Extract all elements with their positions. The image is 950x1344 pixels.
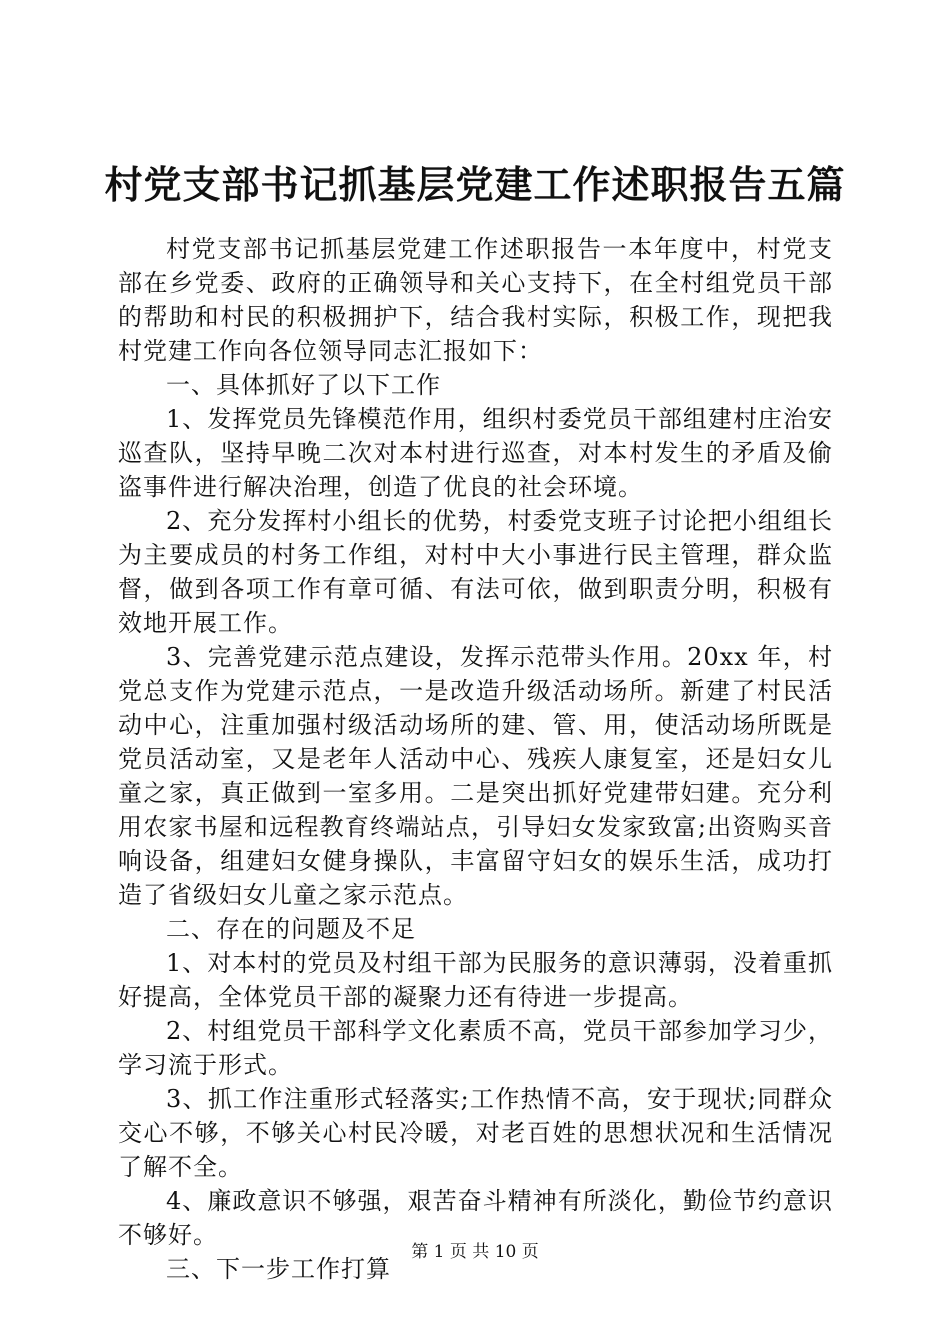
section-heading-1: 一、具体抓好了以下工作 (166, 371, 441, 399)
problem-item-1: 1、对本村的党员及村组干部为民服务的意识薄弱，没着重抓好提高，全体党员干部的凝聚力还有待进一步提高。 (118, 949, 833, 1011)
problem-item-2: 2、村组党员干部科学文化素质不高，党员干部参加学习少，学习流于形式。 (118, 1017, 833, 1079)
paragraph-item-2: 2、充分发挥村小组长的优势，村委党支班子讨论把小组组长为主要成员的村务工作组，对村中大小事进行民主管理，群众监督，做到各项工作有章可循、有法可依，做到职责分明，积极有效地开展工作。 (118, 507, 833, 637)
paragraph-item-3: 3、完善党建示范点建设，发挥示范带头作用。20xx 年，村党总支作为党建示范点，一是改造升级活动场所。新建了村民活动中心，注重加强村级活动场所的建、管、用，使活动场所既是党员活动室，又是老年人活动中心、残疾人康复室，还是妇女儿童之家，真正做到一室多用。二是突出抓好党建带妇建。充分利用农家书屋和远程教育终端站点，引导妇女发家致富;出资购买音响设备，组建妇女健身操队，丰富留守妇女的娱乐生活，成功打造了省级妇女儿童之家示范点。 (118, 643, 833, 909)
section-heading-3: 三、下一步工作打算 (166, 1255, 391, 1283)
document-title: 村党支部书记抓基层党建工作述职报告五篇 (104, 162, 846, 207)
problem-item-4: 4、廉政意识不够强，艰苦奋斗精神有所淡化，勤俭节约意识不够好。 (118, 1187, 833, 1249)
paragraph-item-1: 1、发挥党员先锋模范作用，组织村委党员干部组建村庄治安巡查队，坚持早晚二次对本村进行巡查，对本村发生的矛盾及偷盗事件进行解决治理，创造了优良的社会环境。 (118, 405, 833, 501)
document-body (118, 232, 833, 1286)
page-footer: 第 1 页 共 10 页 (411, 1242, 539, 1262)
problem-item-3: 3、抓工作注重形式轻落实;工作热情不高，安于现状;同群众交心不够，不够关心村民冷暖，对老百姓的思想状况和生活情况了解不全。 (118, 1085, 833, 1181)
intro-paragraph: 村党支部书记抓基层党建工作述职报告一本年度中，村党支部在乡党委、政府的正确领导和关心支持下，在全村组党员干部的帮助和村民的积极拥护下，结合我村实际，积极工作，现把我村党建工作向各位领导同志汇报如下： (118, 235, 833, 365)
section-heading-2: 二、存在的问题及不足 (166, 915, 416, 943)
